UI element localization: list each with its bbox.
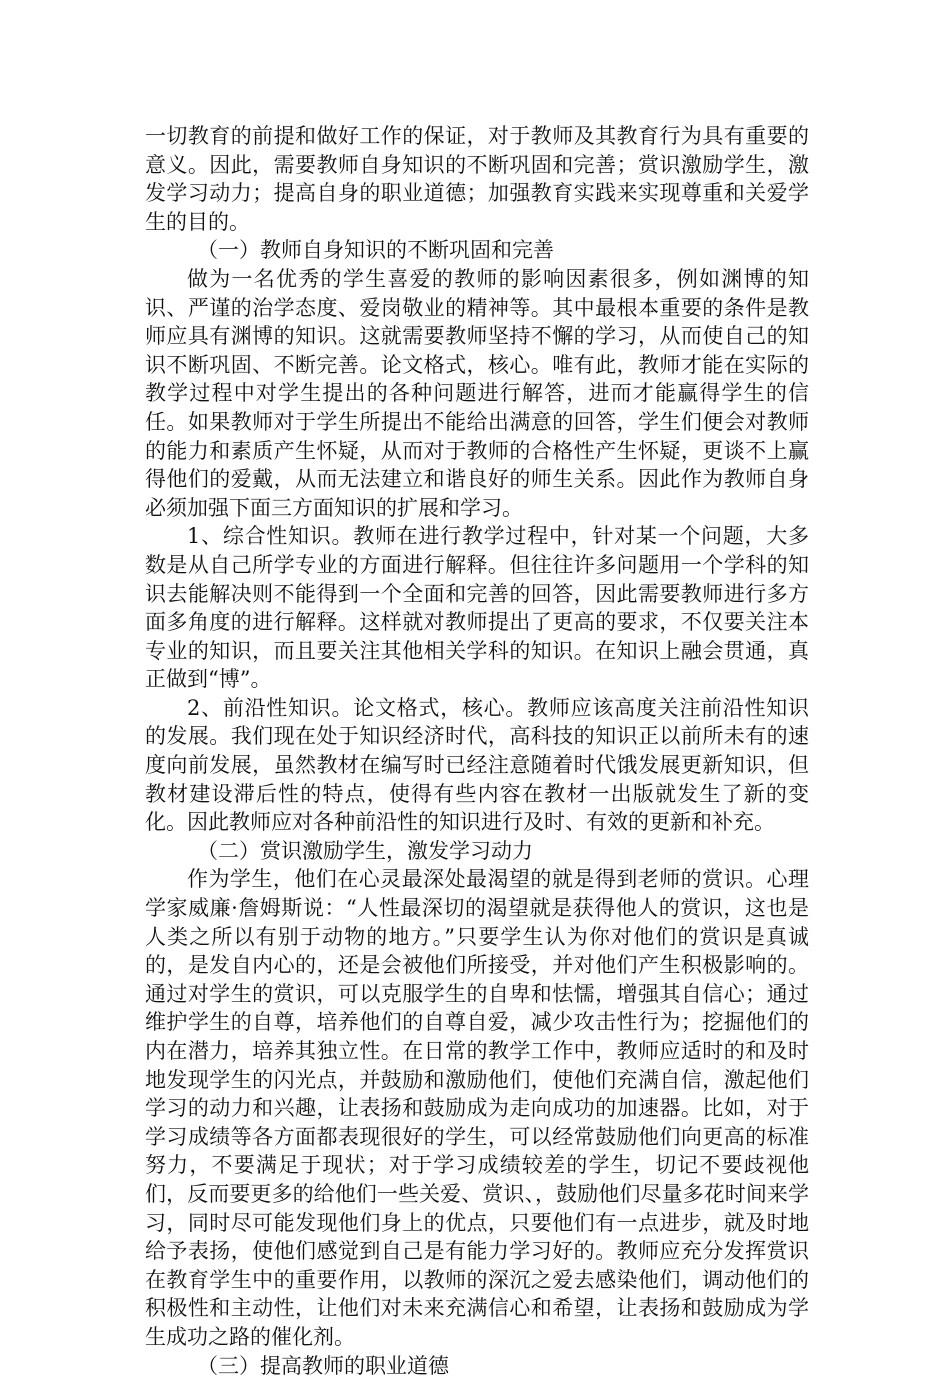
intro-paragraph: 一切教育的前提和做好工作的保证，对于教师及其教育行为具有重要的意义。因此，需要教师自身知识的不断巩固和完善；赏识激励学生，激发学习动力；提高自身的职业道德；加强教育实践来实现尊重和关爱学生的目的。 [145,124,809,234]
comprehensive-knowledge-paragraph: 1、综合性知识。教师在进行教学过程中，针对某一个问题，大多数是从自己所学专业的方面进行解释。但往往许多问题用一个学科的知识去能解决则不能得到一个全面和完善的回答，因此需要教师进行多方面多角度的进行解释。这样就对教师提出了更高的要求，不仅要关注本专业的知识，而且要关注其他相关学科的知识。在知识上融会贯通，真正做到“博”。 [145,524,809,692]
section-heading-3: （三）提高教师的职业道德 [197,1353,449,1378]
section-2-paragraph: 作为学生，他们在心灵最深处最渴望的就是得到老师的赏识。心理学家威廉·詹姆斯说：“人性最深切的渴望就是获得他人的赏识，这也是人类之所以有别于动物的地方。”只要学生认为你对他们的赏识是真诚的，是发自内心的，还是会被他们所接受，并对他们产生积极影响的。通过对学生的赏识，可以克服学生的自卑和怯懦，增强其自信心；通过维护学生的自尊，培养他们的自尊自爱，减少攻击性行为；挖掘他们的内在潜力，培养其独立性。在日常的教学工作中，教师应适时的和及时地发现学生的闪光点，并鼓励和激励他们，使他们充满自信，激起他们学习的动力和兴趣，让表扬和鼓励成为走向成功的加速器。比如，对于学习成绩等各方面都表现很好的学生，可以经常鼓励他们向更高的标准努力，不要满足于现状；对于学习成绩较差的学生，切记不要歧视他们，反而要更多的给他们一些关爱、赏识、，鼓励他们尽量多花时间来学习，同时尽可能发现他们身上的优点，只要他们有一点进步，就及时地给予表扬，使他们感觉到自己是有能力学习好的。教师应充分发挥赏识在教育学生中的重要作用，以教师的深沉之爱去感染他们，调动他们的积极性和主动性，让他们对未来充满信心和希望，让表扬和鼓励成为学生成功之路的催化剂。 [145,867,809,1349]
frontier-knowledge-paragraph: 2、前沿性知识。论文格式，核心。教师应该高度关注前沿性知识的发展。我们现在处于知识经济时代，高科技的知识正以前所未有的速度向前发展，虽然教材在编写时已经注意随着时代饿发展更新知识，但教材建设滞后性的特点，使得有些内容在教材一出版就发生了新的变化。因此教师应对各种前沿性的知识进行及时、有效的更新和补充。 [145,695,809,835]
section-1-paragraph: 做为一名优秀的学生喜爱的教师的影响因素很多，例如渊博的知识、严谨的治学态度、爱岗敬业的精神等。其中最根本重要的条件是教师应具有渊博的知识。这就需要教师坚持不懈的学习，从而使自己的知识不断巩固、不断完善。论文格式，核心。唯有此，教师才能在实际的教学过程中对学生提出的各种问题进行解答，进而才能赢得学生的信任。如果教师对于学生所提出不能给出满意的回答，学生们便会对教师的能力和素质产生怀疑，从而对于教师的合格性产生怀疑，更谈不上赢得他们的爱戴，从而无法建立和谐良好的师生关系。因此作为教师自身必须加强下面三方面知识的扩展和学习。 [145,266,809,520]
document-page [145,122,809,1380]
section-heading-1: （一）教师自身知识的不断巩固和完善 [197,238,554,263]
section-heading-2: （二）赏识激励学生，激发学习动力 [197,838,533,863]
